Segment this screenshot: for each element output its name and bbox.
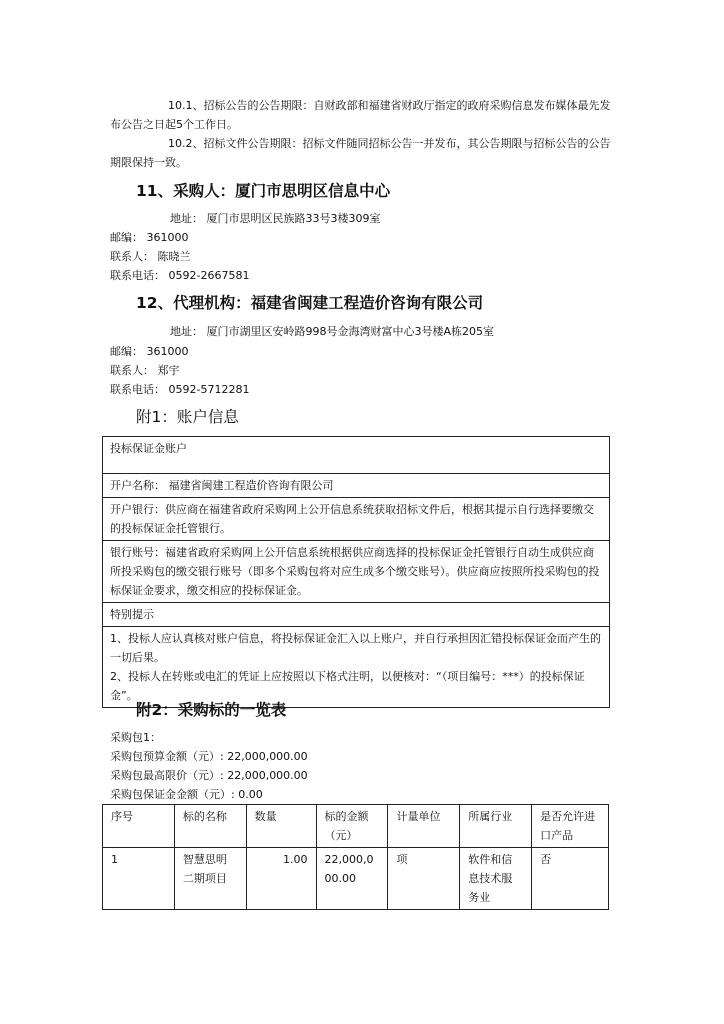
col-header: 标的金额（元） bbox=[316, 805, 388, 848]
account-bank: 开户银行：供应商在福建省政府采购网上公开信息系统获取招标文件后，根据其提示自行选择要缴交的投标保证金托管银行。 bbox=[103, 498, 609, 541]
agency-postcode: 邮编： 361000 bbox=[110, 345, 189, 358]
table-row bbox=[103, 848, 609, 910]
cell-item-name: 智慧思明二期项目 bbox=[174, 848, 246, 910]
col-header: 标的名称 bbox=[174, 805, 246, 848]
special-notice-content: 1、投标人应认真核对账户信息，将投标保证金汇入以上账户，并自行承担因汇错投标保证金而产生的一切后果。 2、投标人在转账或电汇的凭证上应按照以下格式注明，以便核对：“（项目编号：***）的投标保证金”。 bbox=[103, 627, 609, 708]
agency-address: 地址： 厦门市湖里区安岭路998号金海湾财富中心3号楼A栋205室 bbox=[170, 325, 495, 338]
appendix1-heading: 附1：账户信息 bbox=[136, 408, 239, 426]
purchaser-phone: 联系电话： 0592-2667581 bbox=[110, 269, 250, 282]
package-deposit: 采购包保证金金额（元）: 0.00 bbox=[110, 788, 263, 801]
col-header: 是否允许进口产品 bbox=[532, 805, 609, 848]
cell-amount: 22,000,000.00 bbox=[316, 848, 388, 910]
cell-unit: 项 bbox=[388, 848, 460, 910]
cell-index: 1 bbox=[103, 848, 175, 910]
col-header: 数量 bbox=[246, 805, 316, 848]
agency-heading: 12、代理机构：福建省闽建工程造价咨询有限公司 bbox=[136, 294, 484, 312]
clause-10-1: 10.1、招标公告的公告期限：自财政部和福建省财政厅指定的政府采购信息发布媒体最先发布公告之日起5个工作日。 bbox=[110, 99, 611, 131]
cell-quantity: 1.00 bbox=[246, 848, 316, 910]
purchaser-heading: 11、采购人：厦门市思明区信息中心 bbox=[136, 182, 391, 200]
col-header: 所属行业 bbox=[460, 805, 532, 848]
col-header: 序号 bbox=[103, 805, 175, 848]
package-label: 采购包1： bbox=[110, 731, 161, 744]
package-max-price: 采购包最高限价（元）: 22,000,000.00 bbox=[110, 769, 308, 782]
purchaser-address: 地址： 厦门市思明区民族路33号3楼309室 bbox=[170, 212, 381, 225]
agency-contact: 联系人： 郑宇 bbox=[110, 364, 180, 377]
account-name: 开户名称： 福建省闽建工程造价咨询有限公司 bbox=[103, 474, 609, 498]
items-table bbox=[102, 804, 609, 910]
appendix2-heading: 附2：采购标的一览表 bbox=[136, 701, 287, 719]
account-info-title: 投标保证金账户 bbox=[103, 437, 609, 474]
cell-import-allowed: 否 bbox=[532, 848, 609, 910]
account-number: 银行账号：福建省政府采购网上公开信息系统根据供应商选择的投标保证金托管银行自动生成供应商所投采购包的缴交银行账号（即多个采购包将对应生成多个缴交账号）。供应商应按照所投采购包的投标保证金要求，缴交相应的投标保证金。 bbox=[103, 541, 609, 603]
account-info-box bbox=[102, 436, 610, 708]
agency-phone: 联系电话： 0592-5712281 bbox=[110, 383, 250, 396]
special-notice-title: 特别提示 bbox=[103, 603, 609, 627]
purchaser-contact: 联系人： 陈晓兰 bbox=[110, 250, 191, 263]
purchaser-postcode: 邮编： 361000 bbox=[110, 231, 189, 244]
clause-10-2: 10.2、招标文件公告期限：招标文件随同招标公告一并发布，其公告期限与招标公告的公告期限保持一致。 bbox=[110, 137, 611, 169]
package-budget: 采购包预算金额（元）: 22,000,000.00 bbox=[110, 750, 308, 763]
cell-industry: 软件和信息技术服务业 bbox=[460, 848, 532, 910]
col-header: 计量单位 bbox=[388, 805, 460, 848]
table-header-row bbox=[103, 805, 609, 848]
